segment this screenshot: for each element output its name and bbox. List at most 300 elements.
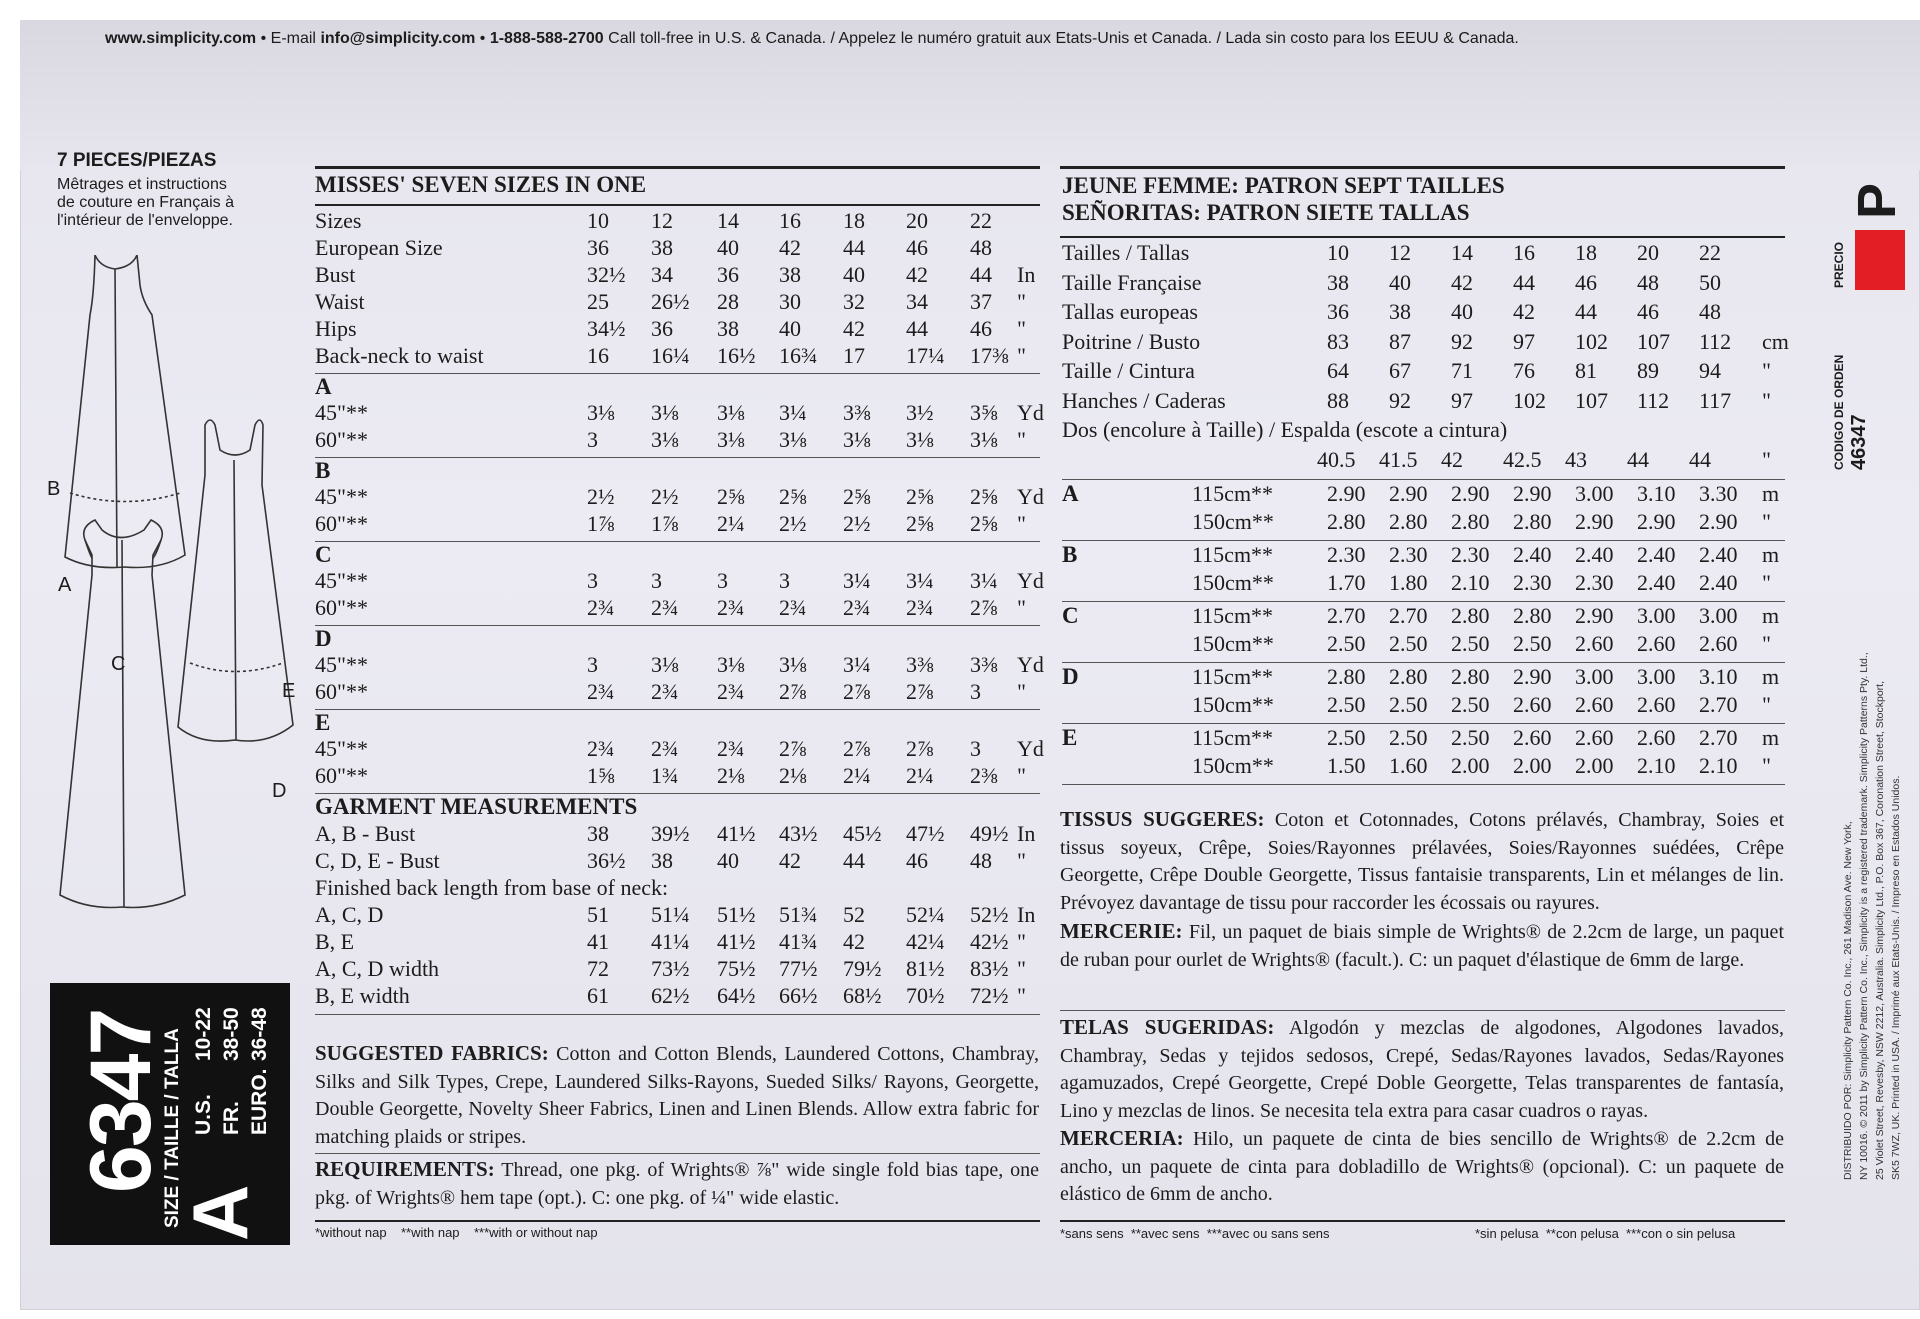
cell-value: 34	[906, 289, 928, 314]
cell-value: 2.80	[1513, 509, 1552, 534]
cell-value: 47½	[906, 821, 945, 846]
measurement-row	[315, 848, 1040, 874]
cell-value: 87	[1389, 328, 1411, 354]
spanish-footnote: *sin pelusa **con pelusa ***con o sin pelusa	[1475, 1226, 1736, 1241]
cell-value: 22	[1699, 240, 1721, 265]
cell-value: 34½	[587, 316, 626, 341]
cell-value: 1.50	[1327, 753, 1366, 778]
divider	[1062, 479, 1785, 480]
cell-value: 30	[779, 289, 801, 314]
cell-value: 2¾	[717, 595, 745, 620]
cell-value: 2.80	[1513, 602, 1552, 628]
unit-label: "	[1017, 763, 1026, 788]
legal-line: SK5 7WZ, UK. Printed in USA. / Imprimé aux Etats-Unis. / Impreso en Estados Unidos.	[1890, 775, 1902, 1180]
french-bottom-rule	[1060, 1220, 1785, 1222]
cell-value: 41¼	[651, 929, 690, 954]
cell-value: 41	[587, 929, 609, 954]
cell-value: 2.60	[1575, 724, 1614, 750]
cell-value: 2⅝	[906, 511, 934, 536]
header-sep: •	[475, 30, 490, 47]
cell-value: 1.80	[1389, 570, 1428, 595]
cell-value: 83½	[970, 956, 1009, 981]
cell-value: 48	[970, 848, 992, 873]
precio-label: PRECIO	[1832, 241, 1846, 288]
cell-value: 43	[1565, 446, 1587, 472]
cell-value: 2.90	[1513, 480, 1552, 506]
legal-line: NY 10016. © 2011 by Simplicity Pattern Co. Inc., Simplicity is a registered trademark. Simplicity Patterns Pty. Ltd.,	[1858, 652, 1870, 1180]
cell-value: 44	[843, 848, 865, 873]
cell-value: 10	[1327, 240, 1349, 265]
unit-label: In	[1017, 262, 1036, 287]
cell-value: 3.30	[1699, 480, 1738, 506]
fr-note-line: l'intérieur de l'enveloppe.	[57, 212, 233, 229]
cell-value: 2⅞	[843, 679, 871, 704]
cell-value: 1⅝	[587, 763, 615, 788]
cell-value: 40	[1451, 299, 1473, 324]
cell-value: 46	[1575, 269, 1597, 295]
cell-value: 52½	[970, 902, 1009, 927]
row-label: Waist	[315, 289, 365, 314]
row-label: European Size	[315, 235, 443, 260]
cell-value: 16¾	[779, 343, 818, 368]
garment-title: GARMENT MEASUREMENTS	[315, 794, 638, 819]
measurement-row	[315, 679, 1040, 705]
legal-line: DISTRIBUIDO POR: Simplicity Pattern Co. Inc., 261 Madison Ave. New York,	[1842, 821, 1854, 1180]
cell-value: 38	[717, 316, 739, 341]
unit-label: cm	[1762, 328, 1789, 354]
row-label: Tallas europeas	[1062, 299, 1198, 324]
cell-value: 2.30	[1575, 570, 1614, 595]
row-label: 45"**	[315, 652, 368, 677]
cell-value: 40	[717, 848, 739, 873]
cell-value: 3	[651, 568, 662, 593]
cell-value: 40.5	[1317, 446, 1356, 472]
view-label-b: B	[47, 478, 61, 500]
divider	[1062, 662, 1785, 663]
cell-value: 2.90	[1699, 509, 1738, 534]
row-label: C, D, E - Bust	[315, 848, 440, 873]
cell-value: 3.10	[1699, 663, 1738, 689]
cell-value: 3⅛	[717, 400, 745, 425]
cell-value: 2⅝	[717, 484, 745, 509]
unit-label: "	[1762, 387, 1771, 413]
row-label: 150cm**	[1192, 631, 1274, 656]
row-label: 45"**	[315, 400, 368, 425]
cell-value: 34	[651, 262, 673, 287]
cell-value: 2.60	[1513, 692, 1552, 717]
cell-value: 2⅛	[779, 763, 807, 788]
cell-value: 2⅛	[717, 763, 745, 788]
cell-value: 3	[587, 427, 598, 452]
cell-value: 3¼	[970, 568, 998, 593]
unit-label: "	[1762, 358, 1771, 383]
cell-value: 2.80	[1451, 602, 1490, 628]
cell-value: 42	[1441, 446, 1463, 472]
cell-value: 2.50	[1513, 631, 1552, 656]
unit-label: "	[1017, 511, 1026, 536]
mercerie-heading: MERCERIE:	[1060, 919, 1183, 943]
cell-value: 117	[1699, 387, 1732, 413]
cell-value: 3½	[906, 400, 934, 425]
cell-value: 2.60	[1637, 692, 1676, 717]
cell-value: 2.40	[1575, 541, 1614, 567]
unit-label: m	[1762, 663, 1780, 689]
view-letter: D	[315, 626, 332, 651]
unit-label: "	[1017, 316, 1026, 341]
cell-value: 40	[1389, 269, 1411, 295]
cell-value: 3¼	[843, 568, 871, 593]
measurement-row	[1062, 358, 1787, 384]
cell-value: 2.80	[1451, 663, 1490, 689]
cell-value: 81	[1575, 358, 1597, 383]
website-link[interactable]: www.simplicity.com	[105, 30, 257, 47]
cell-value: 14	[1451, 240, 1473, 265]
cell-value: 2.70	[1699, 692, 1738, 717]
cell-value: 41.5	[1379, 446, 1418, 472]
cell-value: 2⅞	[779, 679, 807, 704]
cell-value: 89	[1637, 358, 1659, 383]
unit-label: "	[1762, 446, 1771, 472]
divider	[315, 541, 1040, 542]
view-letter: C	[1062, 602, 1079, 628]
pattern-number-label	[50, 983, 290, 1245]
cell-value: 2⅞	[843, 736, 871, 761]
unit-label: Yd	[1017, 652, 1044, 677]
cell-value: 2.50	[1327, 631, 1366, 656]
cell-value: 2.00	[1451, 753, 1490, 778]
row-label: Sizes	[315, 208, 362, 233]
cell-value: 38	[651, 848, 673, 873]
cell-value: 2.40	[1513, 541, 1552, 567]
divider	[315, 1014, 1040, 1015]
cell-value: 88	[1327, 387, 1349, 413]
cell-value: 44	[1689, 446, 1711, 472]
email-link[interactable]: info@simplicity.com	[320, 30, 476, 47]
cell-value: 17¼	[906, 343, 945, 368]
cell-value: 3⅛	[779, 652, 807, 677]
cell-value: 2½	[843, 511, 871, 536]
pieces-info	[57, 150, 234, 230]
cell-value: 2⅞	[906, 679, 934, 704]
measurement-row	[315, 427, 1040, 453]
measurement-row	[315, 400, 1044, 426]
cell-value: 42.5	[1503, 446, 1542, 472]
cell-value: 36	[717, 262, 739, 287]
merceria	[1060, 1125, 1784, 1209]
legal-text	[1840, 490, 1904, 1180]
cell-value: 12	[1389, 240, 1411, 265]
cell-value: 2.50	[1451, 692, 1490, 717]
cell-value: 107	[1637, 328, 1670, 354]
cell-value: 112	[1699, 328, 1732, 354]
unit-label: "	[1017, 289, 1026, 314]
divider	[1062, 601, 1785, 602]
cell-value: 36	[651, 316, 673, 341]
cell-value: 44	[843, 235, 865, 260]
cell-value: 2¾	[587, 679, 615, 704]
unit-label: "	[1017, 343, 1026, 368]
measurement-row	[1062, 692, 1787, 718]
row-label: A, C, D width	[315, 956, 440, 981]
cell-value: 2.40	[1699, 570, 1738, 595]
cell-value: 73½	[651, 956, 690, 981]
cell-value: 40	[843, 262, 865, 287]
unit-label: Yd	[1017, 484, 1044, 509]
row-label: Hips	[315, 316, 357, 341]
view-label-d: D	[272, 780, 287, 802]
cell-value: 97	[1451, 387, 1473, 413]
cell-value: 16¼	[651, 343, 690, 368]
cell-value: 3.00	[1637, 663, 1676, 689]
cell-value: 77½	[779, 956, 818, 981]
cell-value: 1¾	[651, 763, 679, 788]
cell-value: 2.60	[1699, 631, 1738, 656]
cell-value: 2⅞	[906, 736, 934, 761]
merceria-text: Hilo, un paquete de cinta de bies sencillo de Wrights® de 2.2cm de ancho, un paquete de cinta para dobladillo de Wrights® (opcional). C: un paquete de elástico de 6mm de ancho.	[1060, 1128, 1784, 1205]
cell-value: 38	[779, 262, 801, 287]
cell-value: 3⅛	[906, 427, 934, 452]
cell-value: 102	[1575, 328, 1608, 354]
measurement-row	[1062, 481, 1787, 507]
cell-value: 41½	[717, 821, 756, 846]
measurement-row	[315, 289, 1040, 315]
cell-value: 2.30	[1327, 541, 1366, 567]
measurement-row	[1062, 664, 1787, 690]
cell-value: 3.00	[1699, 602, 1738, 628]
cell-value: 94	[1699, 358, 1721, 383]
cell-value: 76	[1513, 358, 1535, 383]
measurement-row	[315, 316, 1040, 342]
cell-value: 3⅝	[970, 400, 998, 425]
cell-value: 3¼	[779, 400, 807, 425]
cell-value: 2.60	[1637, 631, 1676, 656]
cell-value: 2.90	[1637, 509, 1676, 534]
cell-value: 2¾	[843, 595, 871, 620]
row-label: Taille Française	[1062, 269, 1202, 295]
row-label: 150cm**	[1192, 753, 1274, 778]
cell-value: 32½	[587, 262, 626, 287]
row-label: 60"**	[315, 511, 368, 536]
row-label: Taille / Cintura	[1062, 358, 1195, 383]
cell-value: 2.40	[1637, 541, 1676, 567]
cell-value: 2¾	[779, 595, 807, 620]
unit-label: m	[1762, 480, 1780, 506]
codigo-number: 46347	[1848, 414, 1870, 470]
cell-value: 2⅝	[970, 484, 998, 509]
cell-value: 2⅞	[779, 736, 807, 761]
cell-value: 2.30	[1513, 570, 1552, 595]
cell-value: 42	[1513, 299, 1535, 324]
size-label: SIZE / TAILLE / TALLA	[162, 1028, 183, 1228]
english-footnote: *without nap **with nap ***with or without nap	[315, 1225, 598, 1240]
unit-label: m	[1762, 602, 1780, 628]
cell-value: 3	[587, 568, 598, 593]
cell-value: 46	[970, 316, 992, 341]
measurement-row	[315, 736, 1044, 762]
cell-value: 2.70	[1327, 602, 1366, 628]
unit-label: "	[1762, 631, 1771, 656]
cell-value: 2⅝	[843, 484, 871, 509]
cell-value: 43½	[779, 821, 818, 846]
cell-value: 2.10	[1699, 753, 1738, 778]
cell-value: 38	[1327, 269, 1349, 295]
cell-value: 3⅛	[779, 427, 807, 452]
cell-value: 2.10	[1637, 753, 1676, 778]
row-label: A, B - Bust	[315, 821, 416, 846]
cell-value: 3.00	[1575, 480, 1614, 506]
cell-value: 42½	[970, 929, 1009, 954]
cell-value: 3⅛	[587, 400, 615, 425]
divider	[315, 1153, 1040, 1154]
pattern-number: 6347	[73, 1009, 169, 1193]
cell-value: 41½	[717, 929, 756, 954]
row-label: 150cm**	[1192, 509, 1274, 534]
cell-value: 72½	[970, 983, 1009, 1008]
measurement-row	[315, 568, 1044, 594]
cell-value: 18	[1575, 240, 1597, 265]
row-label: 115cm**	[1192, 480, 1274, 506]
fabrics-text: Cotton and Cotton Blends, Laundered Cottons, Chambray, Silks and Silk Types, Crepe, Laundered Silks-Rayons, Sueded Silks/ Rayons, Georgette, Double Georgette, Novelty Sheer Fabrics, Linen and Linen Blends. Allow extra fabric for matching plaids or stripes.	[315, 1043, 1039, 1148]
cell-value: 2.90	[1575, 509, 1614, 534]
requirements-heading: REQUIREMENTS:	[315, 1157, 495, 1181]
cell-value: 2½	[779, 511, 807, 536]
cell-value: 2.80	[1389, 663, 1428, 689]
cell-value: 32	[843, 289, 865, 314]
view-letter: B	[315, 458, 331, 483]
english-bottom-rule	[315, 1220, 1040, 1222]
fr-note-line: Mêtrages et instructions	[57, 176, 227, 193]
cell-value: 26½	[651, 289, 690, 314]
unit-label: "	[1762, 692, 1771, 717]
cell-value: 71	[1451, 358, 1473, 383]
cell-value: 2.50	[1389, 692, 1428, 717]
price-box	[1855, 230, 1905, 290]
cell-value: 44	[1513, 269, 1535, 295]
row-label: 60"**	[315, 595, 368, 620]
measurement-row	[1062, 753, 1787, 779]
cell-value: 2¼	[843, 763, 871, 788]
cell-value: 36	[1327, 299, 1349, 324]
measurement-row	[1062, 725, 1787, 751]
measurement-row	[315, 929, 1040, 955]
divider	[315, 373, 1040, 374]
view-letter: E	[315, 710, 331, 735]
row-label: 60"**	[315, 679, 368, 704]
cell-value: 2.80	[1389, 509, 1428, 534]
cell-value: 3	[970, 736, 981, 761]
cell-value: 2.70	[1699, 724, 1738, 750]
view-letter: D	[1062, 663, 1079, 689]
cell-value: 42	[779, 848, 801, 873]
cell-value: 2.90	[1575, 602, 1614, 628]
cell-value: 46	[906, 848, 928, 873]
cell-value: 3.00	[1637, 602, 1676, 628]
cell-value: 3⅜	[970, 652, 998, 677]
cell-value: 2.50	[1389, 631, 1428, 656]
cell-value: 16	[779, 208, 801, 233]
unit-label: "	[1017, 427, 1026, 452]
english-top-rule	[315, 166, 1040, 169]
cell-value: 42	[1451, 269, 1473, 295]
row-label: 60"**	[315, 427, 368, 452]
mercerie-text: Fil, un paquet de biais simple de Wrights® de 2.2cm de large, un paquet de ruban pour ourlet de Wrights® (facult.). C: un paquet d'élastique de 6mm de large.	[1060, 921, 1784, 971]
cell-value: 64	[1327, 358, 1349, 383]
cell-value: 1.70	[1327, 570, 1366, 595]
divider	[1062, 784, 1785, 785]
cell-value: 2.80	[1327, 509, 1366, 534]
measurement-row	[1062, 388, 1787, 414]
us-label: U.S.	[192, 1094, 215, 1135]
measurement-row	[315, 595, 1040, 621]
row-label: 150cm**	[1192, 570, 1274, 595]
header-sep: • E-mail	[256, 30, 321, 47]
measurement-row	[315, 511, 1040, 537]
cell-value: 18	[843, 208, 865, 233]
telas-text: Algodón y mezclas de algodones, Algodones lavados, Chambray, Sedas y tejidos sedosos, Crepé, Sedas/Rayones lavados, Sedas/Rayones agamuzados, Crepé Georgette, Crepé Doble Georgette, Telas transparentes de fantasía, Lino y mezclas de linos. Se necesita tela extra para casar cuadros o rayas.	[1060, 1017, 1784, 1122]
unit-label: "	[1017, 848, 1026, 873]
cell-value: 2.00	[1575, 753, 1614, 778]
unit-label: In	[1017, 902, 1036, 927]
tissus-suggeres	[1060, 806, 1784, 917]
cell-value: 2¾	[717, 679, 745, 704]
cell-value: 2.60	[1513, 724, 1552, 750]
cell-value: 3⅛	[651, 427, 679, 452]
measurement-row	[315, 983, 1040, 1009]
cell-value: 3¼	[906, 568, 934, 593]
cell-value: 68½	[843, 983, 882, 1008]
cell-value: 2¾	[906, 595, 934, 620]
cell-value: 3⅜	[906, 652, 934, 677]
cell-value: 2.90	[1513, 663, 1552, 689]
measurement-row	[1062, 270, 1787, 296]
fr-label: FR.	[220, 1101, 243, 1135]
unit-label: "	[1762, 753, 1771, 778]
cell-value: 3	[779, 568, 790, 593]
cell-value: 20	[1637, 240, 1659, 265]
cell-value: 3⅛	[717, 652, 745, 677]
cell-value: 92	[1389, 387, 1411, 413]
english-title-rule	[315, 204, 1040, 206]
cell-value: 2.80	[1451, 509, 1490, 534]
cell-value: 3.00	[1575, 663, 1614, 689]
telas-heading: TELAS SUGERIDAS:	[1060, 1015, 1275, 1039]
cell-value: 45½	[843, 821, 882, 846]
cell-value: 92	[1451, 328, 1473, 354]
divider	[315, 625, 1040, 626]
unit-label: "	[1017, 929, 1026, 954]
cell-value: 3⅛	[651, 652, 679, 677]
row-label: 45"**	[315, 484, 368, 509]
cell-value: 16	[1513, 240, 1535, 265]
euro-label: EURO.	[248, 1068, 271, 1135]
divider	[1062, 723, 1785, 724]
cell-value: 39½	[651, 821, 690, 846]
unit-label: "	[1017, 679, 1026, 704]
cell-value: 2⅜	[970, 763, 998, 788]
cell-value: 40	[779, 316, 801, 341]
measurement-row	[315, 821, 1040, 847]
cell-value: 2.50	[1327, 724, 1366, 750]
cell-value: 51	[587, 902, 609, 927]
measurement-row	[1062, 329, 1787, 355]
cell-value: 37	[970, 289, 992, 314]
cell-value: 16	[587, 343, 609, 368]
row-label: Back-neck to waist	[315, 343, 484, 368]
tissus-heading: TISSUS SUGGERES:	[1060, 807, 1265, 831]
phone-number: 1-888-588-2700	[489, 30, 604, 47]
cell-value: 2.60	[1637, 724, 1676, 750]
cell-value: 61	[587, 983, 609, 1008]
